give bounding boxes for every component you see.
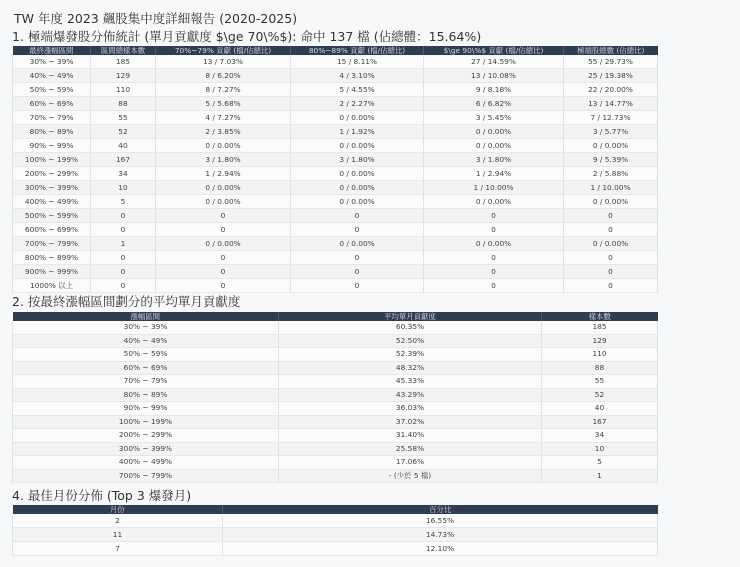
- cell-final-range: 30% ~ 39%: [13, 55, 91, 69]
- cell-sample-count: 0: [91, 223, 156, 237]
- table-row: [13, 69, 658, 83]
- cell-70-79: 0 / 0.00%: [156, 195, 291, 209]
- cell-range: 400% ~ 499%: [13, 456, 279, 470]
- column-header-sample-count: 樣本數: [542, 312, 658, 321]
- cell-avg-contribution: 37.02%: [279, 415, 542, 429]
- cell-sample-count: 52: [542, 388, 658, 402]
- cell-final-range: 100% ~ 199%: [13, 153, 91, 167]
- table-row: [13, 348, 658, 362]
- table-row: [13, 209, 658, 223]
- cell-range: 70% ~ 79%: [13, 375, 279, 389]
- table-row: [13, 83, 658, 97]
- cell-ge-90: 0: [424, 209, 564, 223]
- cell-extreme-total: 0: [564, 279, 658, 293]
- cell-sample-count: 34: [91, 167, 156, 181]
- cell-ge-90: 3 / 1.80%: [424, 153, 564, 167]
- cell-avg-contribution: 52.39%: [279, 348, 542, 362]
- table-row: [13, 167, 658, 181]
- table-row: [13, 375, 658, 389]
- cell-extreme-total: 1 / 10.00%: [564, 181, 658, 195]
- column-header-final-range: 最終漲幅區間: [13, 46, 91, 55]
- table-row: [13, 265, 658, 279]
- cell-sample-count: 1: [91, 237, 156, 251]
- cell-percentage: 16.55%: [223, 514, 658, 528]
- table-body: [13, 55, 658, 293]
- cell-avg-contribution: 31.40%: [279, 429, 542, 443]
- cell-avg-contribution: 36.03%: [279, 402, 542, 416]
- cell-range: 200% ~ 299%: [13, 429, 279, 443]
- cell-80-89: 4 / 3.10%: [291, 69, 424, 83]
- table-header-row: [13, 46, 658, 55]
- table-row: [13, 442, 658, 456]
- table-row: [13, 321, 658, 334]
- cell-sample-count: 167: [542, 415, 658, 429]
- cell-sample-count: 185: [542, 321, 658, 334]
- cell-sample-count: 129: [91, 69, 156, 83]
- table-row: [13, 402, 658, 416]
- cell-ge-90: 0 / 0.00%: [424, 195, 564, 209]
- cell-sample-count: 10: [542, 442, 658, 456]
- cell-ge-90: 1 / 2.94%: [424, 167, 564, 181]
- cell-avg-contribution: 48.32%: [279, 361, 542, 375]
- cell-ge-90: 0 / 0.00%: [424, 237, 564, 251]
- average-contribution-table: [12, 312, 658, 483]
- cell-sample-count: 40: [542, 402, 658, 416]
- cell-final-range: 40% ~ 49%: [13, 69, 91, 83]
- cell-80-89: 0: [291, 279, 424, 293]
- cell-percentage: 14.73%: [223, 528, 658, 542]
- cell-sample-count: 0: [91, 265, 156, 279]
- table-header-row: [13, 312, 658, 321]
- table-row: [13, 195, 658, 209]
- cell-sample-count: 52: [91, 125, 156, 139]
- cell-ge-90: 3 / 5.45%: [424, 111, 564, 125]
- cell-range: 60% ~ 69%: [13, 361, 279, 375]
- cell-70-79: 2 / 3.85%: [156, 125, 291, 139]
- table-row: [13, 125, 658, 139]
- cell-extreme-total: 2 / 5.88%: [564, 167, 658, 181]
- cell-ge-90: 0 / 0.00%: [424, 139, 564, 153]
- cell-sample-count: 55: [542, 375, 658, 389]
- best-month-table: [12, 505, 658, 556]
- table-row: [13, 153, 658, 167]
- cell-extreme-total: 0: [564, 209, 658, 223]
- cell-extreme-total: 0 / 0.00%: [564, 195, 658, 209]
- cell-80-89: 0 / 0.00%: [291, 195, 424, 209]
- cell-month: 7: [13, 542, 223, 556]
- cell-sample-count: 185: [91, 55, 156, 69]
- cell-avg-contribution: 45.33%: [279, 375, 542, 389]
- table-row: [13, 469, 658, 483]
- cell-70-79: 5 / 5.68%: [156, 97, 291, 111]
- cell-70-79: 13 / 7.03%: [156, 55, 291, 69]
- table-row: [13, 361, 658, 375]
- column-header-sample-count: 區間總樣本數: [91, 46, 156, 55]
- column-header-month: 月份: [13, 505, 223, 514]
- cell-70-79: 0: [156, 251, 291, 265]
- cell-avg-contribution: 25.58%: [279, 442, 542, 456]
- column-header-avg-contribution: 平均單月貢獻度: [279, 312, 542, 321]
- cell-70-79: 0: [156, 223, 291, 237]
- cell-extreme-total: 25 / 19.38%: [564, 69, 658, 83]
- cell-extreme-total: 22 / 20.00%: [564, 83, 658, 97]
- cell-70-79: 0 / 0.00%: [156, 237, 291, 251]
- cell-sample-count: 88: [542, 361, 658, 375]
- cell-80-89: 0 / 0.00%: [291, 111, 424, 125]
- cell-ge-90: 0: [424, 265, 564, 279]
- table-row: [13, 111, 658, 125]
- report-title: TW 年度 2023 飆股集中度詳細報告 (2020-2025): [14, 11, 298, 26]
- cell-final-range: 800% ~ 899%: [13, 251, 91, 265]
- cell-70-79: 8 / 6.20%: [156, 69, 291, 83]
- cell-percentage: 12.10%: [223, 542, 658, 556]
- section-1-title: 1. 極端爆發股分佈統計 (單月貢獻度 $\ge 70\%$): 命中 137 檔 (佔總體：15.64%): [12, 29, 482, 44]
- cell-sample-count: 110: [91, 83, 156, 97]
- cell-70-79: 1 / 2.94%: [156, 167, 291, 181]
- cell-range: 80% ~ 89%: [13, 388, 279, 402]
- cell-avg-contribution: 43.29%: [279, 388, 542, 402]
- cell-avg-contribution: 60.35%: [279, 321, 542, 334]
- table-header-row: [13, 505, 658, 514]
- section-2-title: 2. 按最終漲幅區間劃分的平均單月貢獻度: [12, 294, 241, 309]
- cell-80-89: 0 / 0.00%: [291, 237, 424, 251]
- cell-ge-90: 13 / 10.08%: [424, 69, 564, 83]
- cell-sample-count: 1: [542, 469, 658, 483]
- cell-extreme-total: 0 / 0.00%: [564, 237, 658, 251]
- table-row: [13, 415, 658, 429]
- cell-70-79: 0: [156, 279, 291, 293]
- extreme-distribution-table: [12, 46, 658, 293]
- table-body: [13, 321, 658, 483]
- table-row: [13, 251, 658, 265]
- table-row: [13, 528, 658, 542]
- cell-extreme-total: 55 / 29.73%: [564, 55, 658, 69]
- cell-extreme-total: 0 / 0.00%: [564, 139, 658, 153]
- cell-final-range: 900% ~ 999%: [13, 265, 91, 279]
- cell-sample-count: 167: [91, 153, 156, 167]
- cell-70-79: 3 / 1.80%: [156, 153, 291, 167]
- cell-80-89: 0 / 0.00%: [291, 139, 424, 153]
- cell-final-range: 600% ~ 699%: [13, 223, 91, 237]
- cell-80-89: 0: [291, 223, 424, 237]
- cell-extreme-total: 13 / 14.77%: [564, 97, 658, 111]
- cell-ge-90: 9 / 8.18%: [424, 83, 564, 97]
- cell-month: 11: [13, 528, 223, 542]
- cell-ge-90: 0: [424, 223, 564, 237]
- cell-70-79: 4 / 7.27%: [156, 111, 291, 125]
- column-header-percentage: 百分比: [223, 505, 658, 514]
- cell-70-79: 0: [156, 265, 291, 279]
- cell-extreme-total: 0: [564, 251, 658, 265]
- cell-ge-90: 6 / 6.82%: [424, 97, 564, 111]
- column-header-70-79: 70%~79% 貢獻 (檔/佔總比): [156, 46, 291, 55]
- table-row: [13, 55, 658, 69]
- cell-final-range: 400% ~ 499%: [13, 195, 91, 209]
- cell-80-89: 3 / 1.80%: [291, 153, 424, 167]
- table-row: [13, 181, 658, 195]
- cell-range: 300% ~ 399%: [13, 442, 279, 456]
- cell-sample-count: 129: [542, 334, 658, 348]
- cell-ge-90: 27 / 14.59%: [424, 55, 564, 69]
- cell-80-89: 1 / 1.92%: [291, 125, 424, 139]
- cell-extreme-total: 3 / 5.77%: [564, 125, 658, 139]
- table-row: [13, 237, 658, 251]
- section-4-title: 4. 最佳月份分佈 (Top 3 爆發月): [12, 488, 192, 503]
- cell-80-89: 0: [291, 209, 424, 223]
- table-row: [13, 514, 658, 528]
- cell-70-79: 0 / 0.00%: [156, 139, 291, 153]
- cell-sample-count: 88: [91, 97, 156, 111]
- cell-month: 2: [13, 514, 223, 528]
- cell-ge-90: 0 / 0.00%: [424, 125, 564, 139]
- cell-final-range: 500% ~ 599%: [13, 209, 91, 223]
- cell-final-range: 80% ~ 89%: [13, 125, 91, 139]
- cell-70-79: 0 / 0.00%: [156, 181, 291, 195]
- cell-sample-count: 110: [542, 348, 658, 362]
- cell-final-range: 200% ~ 299%: [13, 167, 91, 181]
- cell-range: 100% ~ 199%: [13, 415, 279, 429]
- cell-extreme-total: 9 / 5.39%: [564, 153, 658, 167]
- cell-sample-count: 0: [91, 279, 156, 293]
- cell-80-89: 2 / 2.27%: [291, 97, 424, 111]
- cell-sample-count: 0: [91, 251, 156, 265]
- table-row: [13, 139, 658, 153]
- cell-sample-count: 34: [542, 429, 658, 443]
- cell-sample-count: 55: [91, 111, 156, 125]
- cell-avg-contribution: 52.50%: [279, 334, 542, 348]
- cell-range: 50% ~ 59%: [13, 348, 279, 362]
- table-row: [13, 97, 658, 111]
- table-body: [13, 514, 658, 556]
- cell-ge-90: 1 / 10.00%: [424, 181, 564, 195]
- cell-final-range: 60% ~ 69%: [13, 97, 91, 111]
- cell-range: 90% ~ 99%: [13, 402, 279, 416]
- column-header-range: 漲幅區間: [13, 312, 279, 321]
- table-row: [13, 388, 658, 402]
- cell-sample-count: 40: [91, 139, 156, 153]
- column-header-ge-90: $\ge 90\%$ 貢獻 (檔/佔總比): [424, 46, 564, 55]
- cell-sample-count: 5: [91, 195, 156, 209]
- cell-extreme-total: 0: [564, 223, 658, 237]
- table-row: [13, 223, 658, 237]
- cell-extreme-total: 7 / 12.73%: [564, 111, 658, 125]
- cell-final-range: 700% ~ 799%: [13, 237, 91, 251]
- cell-80-89: 0: [291, 265, 424, 279]
- cell-final-range: 90% ~ 99%: [13, 139, 91, 153]
- cell-sample-count: 10: [91, 181, 156, 195]
- cell-sample-count: 0: [91, 209, 156, 223]
- cell-80-89: 0: [291, 251, 424, 265]
- cell-ge-90: 0: [424, 251, 564, 265]
- table-row: [13, 542, 658, 556]
- cell-80-89: 5 / 4.55%: [291, 83, 424, 97]
- cell-80-89: 0 / 0.00%: [291, 181, 424, 195]
- cell-70-79: 0: [156, 209, 291, 223]
- cell-range: 30% ~ 39%: [13, 321, 279, 334]
- cell-avg-contribution: - (少於 5 檔): [279, 469, 542, 483]
- table-row: [13, 429, 658, 443]
- column-header-80-89: 80%~89% 貢獻 (檔/佔總比): [291, 46, 424, 55]
- cell-range: 40% ~ 49%: [13, 334, 279, 348]
- cell-final-range: 1000% 以上: [13, 279, 91, 293]
- cell-final-range: 70% ~ 79%: [13, 111, 91, 125]
- cell-avg-contribution: 17.06%: [279, 456, 542, 470]
- cell-final-range: 300% ~ 399%: [13, 181, 91, 195]
- cell-ge-90: 0: [424, 279, 564, 293]
- cell-80-89: 15 / 8.11%: [291, 55, 424, 69]
- cell-80-89: 0 / 0.00%: [291, 167, 424, 181]
- cell-range: 700% ~ 799%: [13, 469, 279, 483]
- table-row: [13, 279, 658, 293]
- table-row: [13, 334, 658, 348]
- table-row: [13, 456, 658, 470]
- cell-extreme-total: 0: [564, 265, 658, 279]
- column-header-extreme-total: 極端股總數 (佔總比): [564, 46, 658, 55]
- cell-final-range: 50% ~ 59%: [13, 83, 91, 97]
- cell-70-79: 8 / 7.27%: [156, 83, 291, 97]
- cell-sample-count: 5: [542, 456, 658, 470]
